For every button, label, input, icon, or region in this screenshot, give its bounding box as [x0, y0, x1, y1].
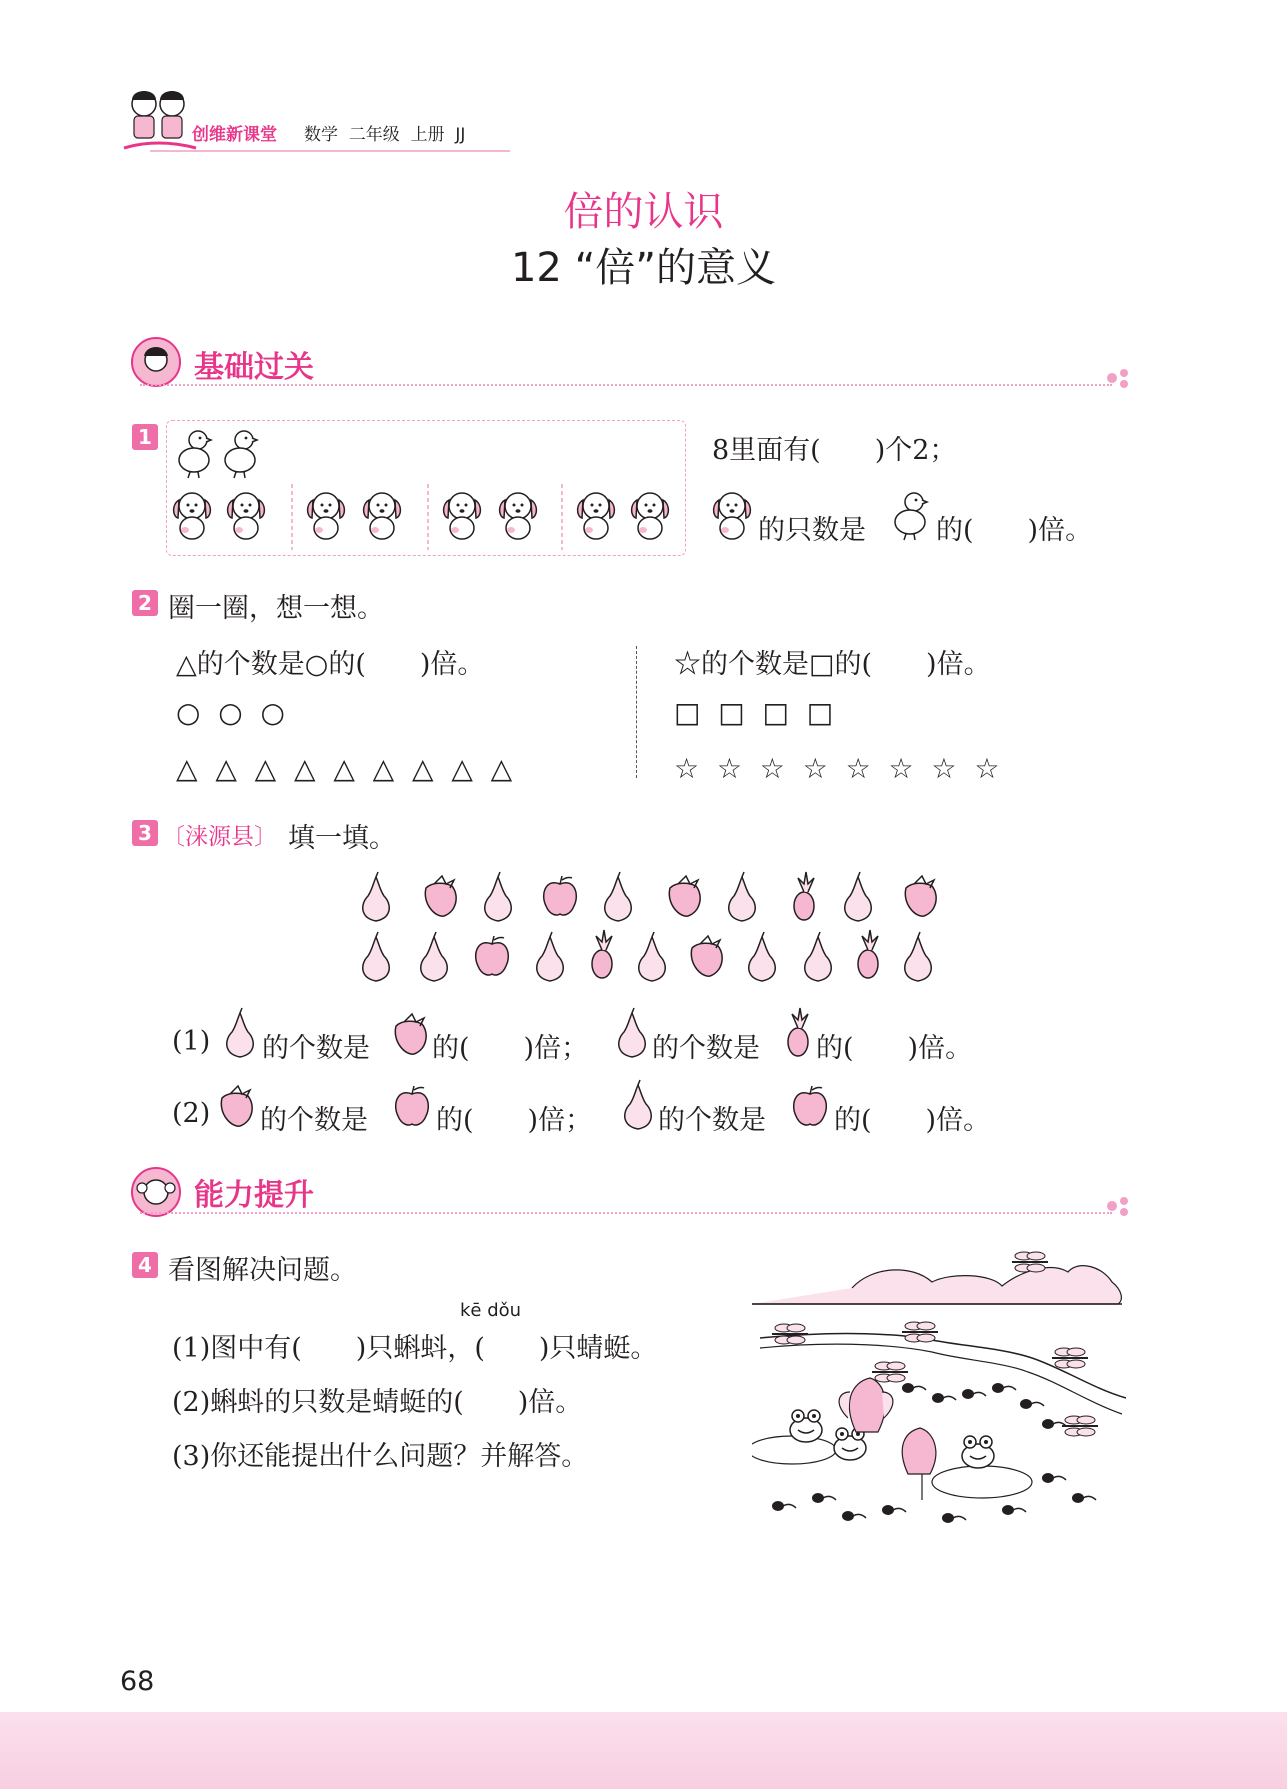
pear-icon [220, 1006, 260, 1060]
dog-icon [710, 490, 756, 542]
q3-part1-text-1: 的个数是 [262, 1033, 370, 1064]
section-advanced-divider [140, 1212, 1112, 1214]
q3-part1-text-3: 的个数是 [652, 1033, 760, 1064]
q3-part2-text-2: 的( )倍； [436, 1105, 593, 1136]
q4-sub-2: (2)蝌蚪的只数是蜻蜓的( )倍。 [172, 1387, 583, 1418]
pear-icon [618, 1078, 658, 1132]
book-info: 数学 二年级 上册 JJ [304, 125, 466, 145]
q3-part2-text-3: 的个数是 [658, 1105, 766, 1136]
q2-divider [636, 646, 637, 778]
q2-prompt: 圈一圈，想一想。 [168, 593, 384, 624]
q4-prompt: 看图解决问题。 [168, 1255, 357, 1286]
pear-icon [612, 1006, 652, 1060]
footer-band [0, 1712, 1287, 1789]
q2-stars: ☆ ☆ ☆ ☆ ☆ ☆ ☆ ☆ [674, 752, 1000, 785]
q3-part2-text-4: 的( )倍。 [834, 1105, 991, 1136]
strawberry-icon [390, 1008, 432, 1060]
lesson-title: 12 “倍”的意义 [510, 245, 777, 291]
q2-triangles: △ △ △ △ △ △ △ △ △ [176, 752, 513, 785]
page-number: 68 [120, 1666, 155, 1697]
q2-squares: □ □ □ □ [674, 696, 834, 729]
section-basic-heading: 基础过关 [194, 350, 314, 385]
header-divider [150, 150, 510, 152]
q3-part1-text-4: 的( )倍。 [816, 1033, 973, 1064]
q1-line-1: 8里面有( )个2； [712, 435, 957, 466]
q2-circles: ○ ○ ○ [176, 696, 285, 729]
q1-animals-illustration [170, 424, 680, 552]
q3-part2-text-1: 的个数是 [260, 1105, 368, 1136]
q3-fruits-illustration [356, 868, 946, 990]
brand-name: 创维新课堂 [192, 125, 277, 145]
q4-sub-1: (1)图中有( )只蝌蚪，( )只蜻蜓。 [172, 1333, 658, 1364]
q1-line-2-end: 的( )倍。 [936, 515, 1093, 546]
question-2-number: 2 [132, 590, 158, 616]
q1-line-2-mid: 的只数是 [758, 515, 866, 546]
q3-part2-label: (2) [172, 1098, 211, 1129]
strawberry-icon [216, 1080, 258, 1132]
section-basic-divider [140, 384, 1112, 386]
apple-icon [790, 1080, 832, 1130]
dots-icon [1106, 368, 1134, 390]
q3-region-tag: 〔涞源县〕 [162, 824, 277, 850]
dots-icon [1106, 1196, 1134, 1218]
q3-prompt: 填一填。 [288, 823, 396, 854]
question-1-number: 1 [132, 424, 158, 450]
question-4-number: 4 [132, 1252, 158, 1278]
teacher-icon [130, 336, 182, 388]
kids-mascot-icon [122, 86, 198, 156]
q3-part1-label: (1) [172, 1026, 211, 1057]
section-advanced-heading: 能力提升 [194, 1178, 314, 1213]
chick-icon [890, 490, 934, 544]
question-3-number: 3 [132, 820, 158, 846]
q2-left-question: △的个数是○的( )倍。 [176, 649, 485, 680]
pond-illustration [752, 1242, 1132, 1524]
q2-right-question: ☆的个数是□的( )倍。 [674, 649, 991, 680]
q4-pinyin: kē dǒu [460, 1300, 522, 1321]
monkey-icon [130, 1166, 182, 1218]
unit-title: 倍的认识 [563, 189, 724, 235]
q4-sub-3: (3)你还能提出什么问题？并解答。 [172, 1441, 589, 1472]
apple-icon [392, 1080, 434, 1130]
q3-part1-text-2: 的( )倍； [432, 1033, 589, 1064]
pineapple-icon [778, 1004, 818, 1060]
